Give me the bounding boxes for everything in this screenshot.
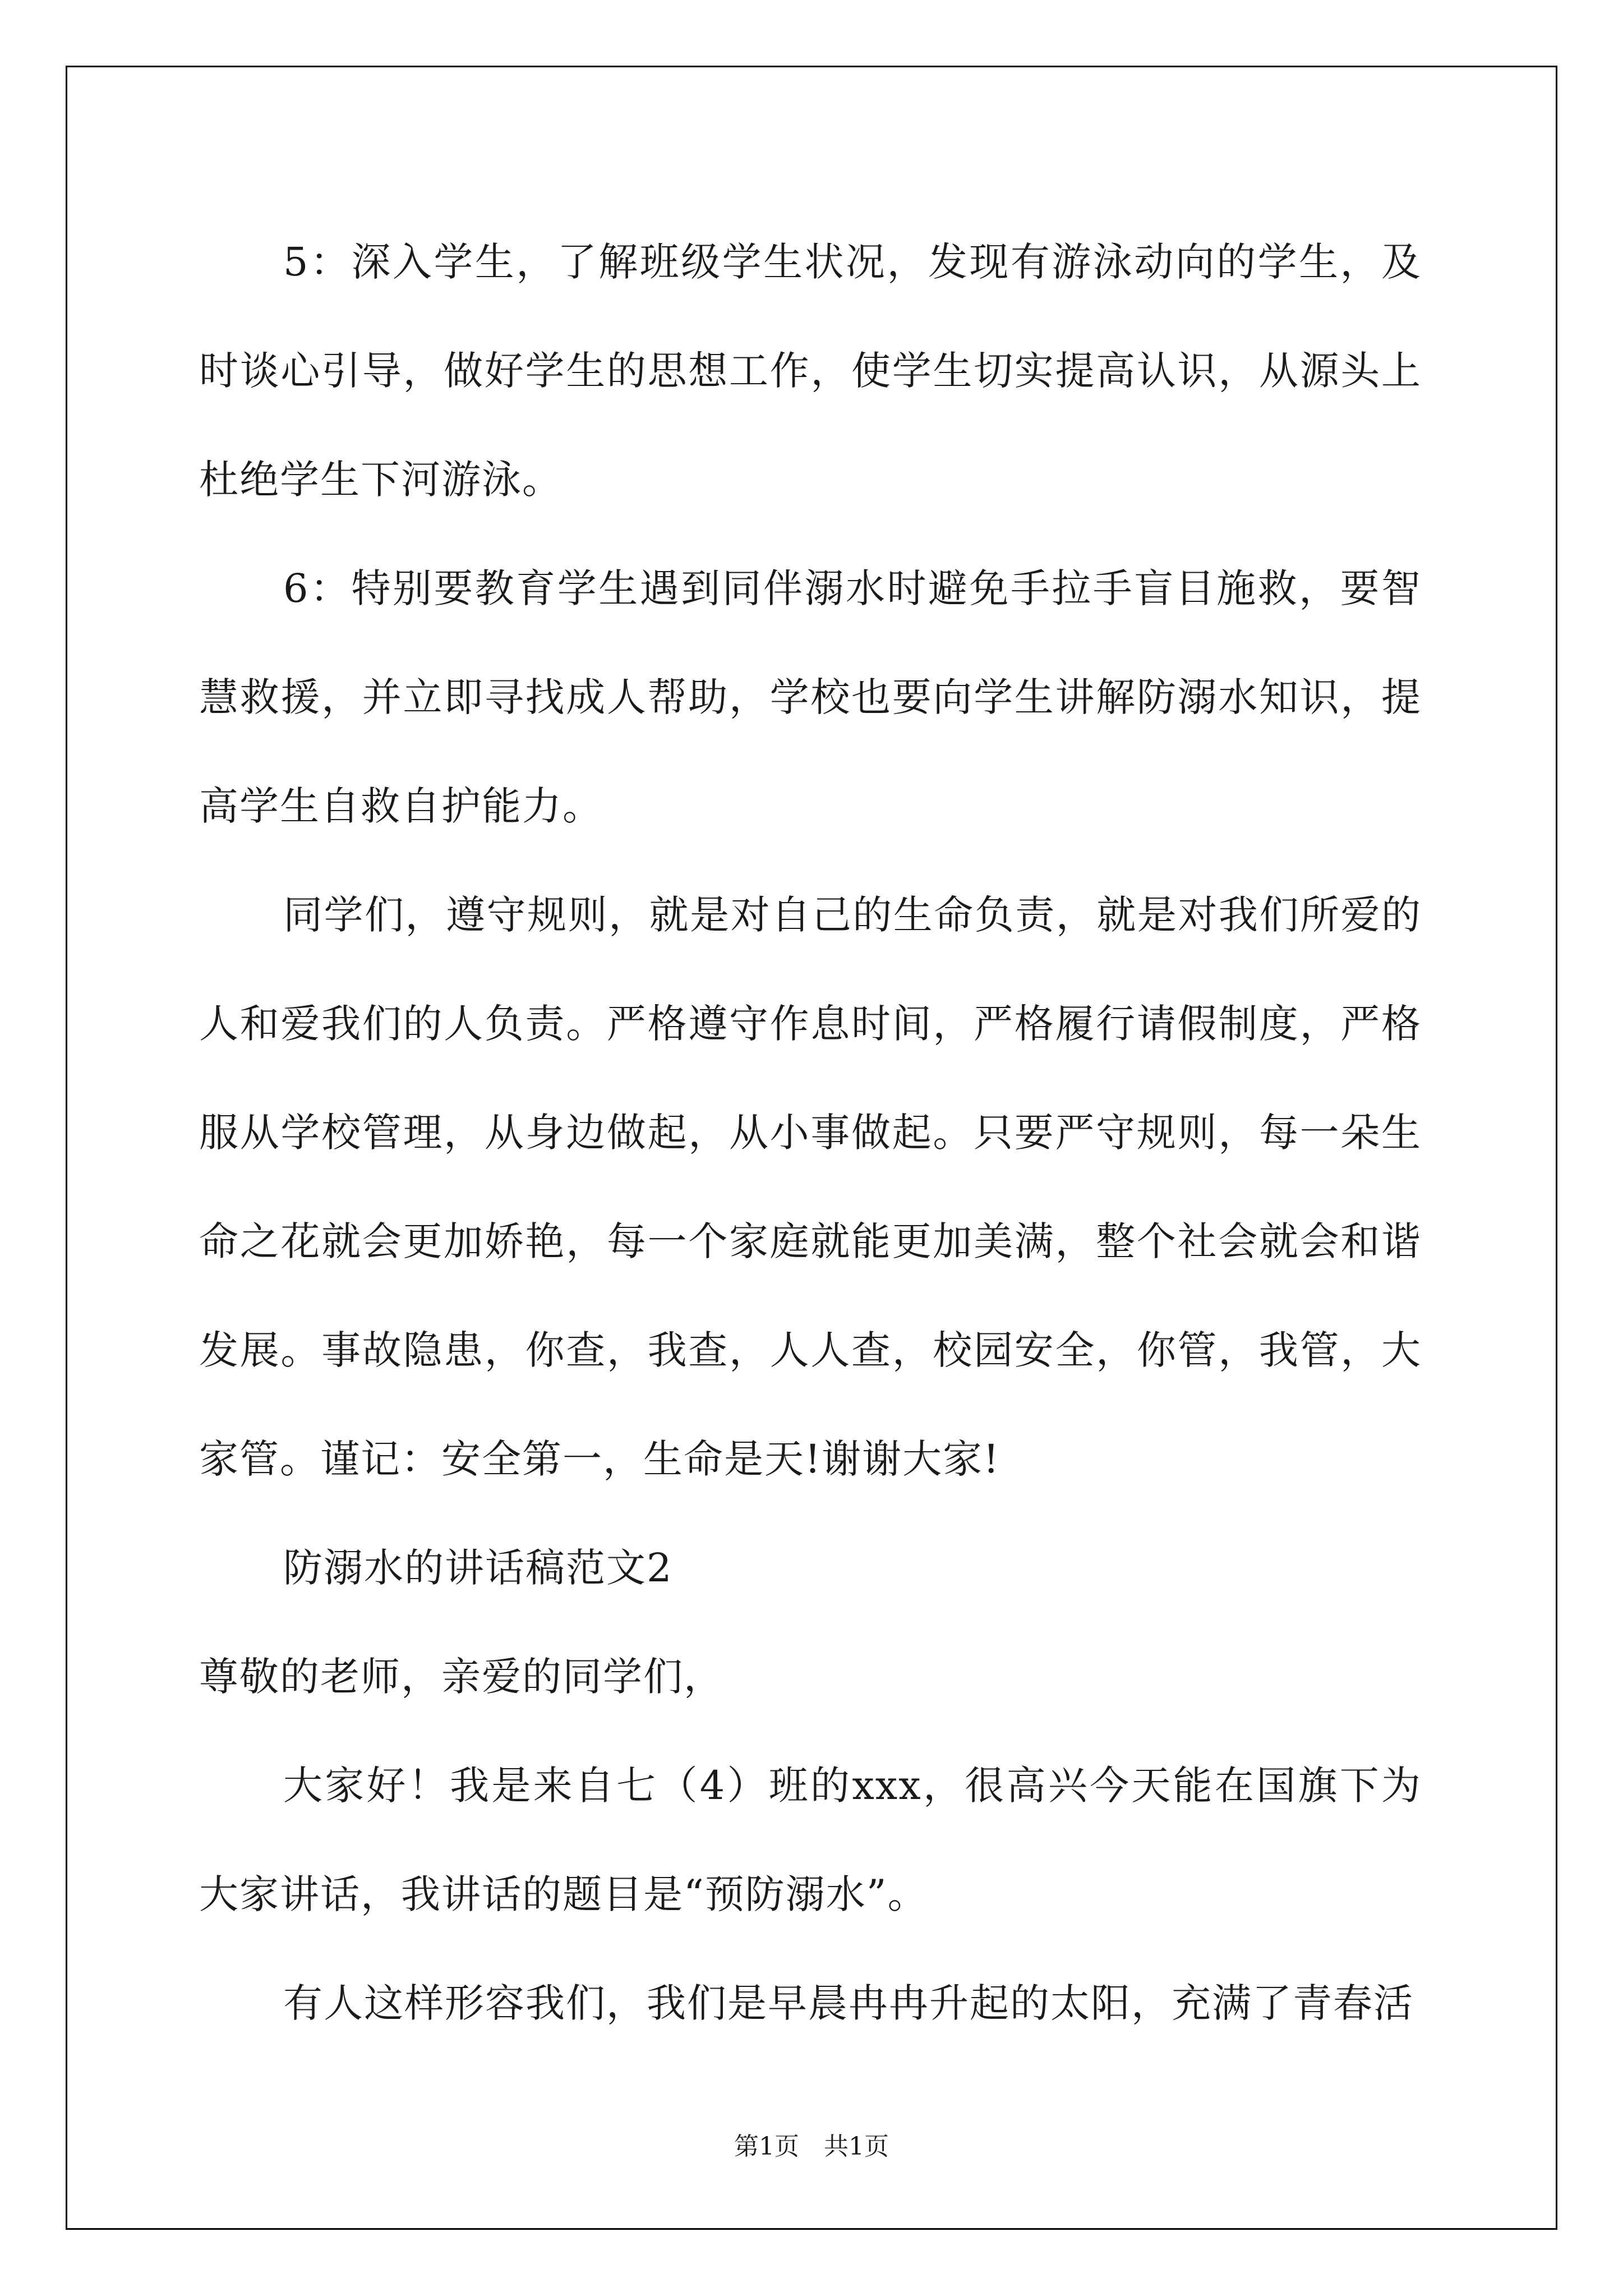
paragraph-1: 5：深入学生，了解班级学生状况，发现有游泳动向的学生，及时谈心引导，做好学生的思想工作，使学生切实提高认识，从源头上杜绝学生下河游泳。 (199, 239, 1422, 503)
salutation: 尊敬的老师，亲爱的同学们， (199, 1654, 724, 1700)
paragraph-2: 6：特别要教育学生遇到同伴溺水时避免手拉手盲目施救，要智慧救援，并立即寻找成人帮助，学校也要向学生讲解防溺水知识，提高学生自救自护能力。 (199, 565, 1422, 829)
page-footer: 第1页 共1页 (734, 2132, 889, 2161)
paragraph-3: 同学们，遵守规则，就是对自己的生命负责，就是对我们所爱的人和爱我们的人负责。严格遵守作息时间，严格履行请假制度，严格服从学校管理，从身边做起，从小事做起。只要严守规则，每一朵生命之花就会更加娇艳，每一个家庭就能更加美满，整个社会就会和谐发展。事故隐患，你查，我查，人人查，校园安全，你管，我管，大家管。谨记：安全第一，生命是天!谢谢大家! (199, 892, 1422, 1482)
paragraph-4: 大家好！我是来自七（4）班的xxx，很高兴今天能在国旗下为大家讲话，我讲话的题目是“预防溺水”。 (199, 1763, 1422, 1917)
section-heading: 防溺水的讲话稿范文2 (283, 1545, 673, 1591)
document-body (199, 208, 1422, 2058)
paragraph-5: 有人这样形容我们，我们是早晨冉冉升起的太阳，充满了青春活 (283, 1980, 1414, 2026)
